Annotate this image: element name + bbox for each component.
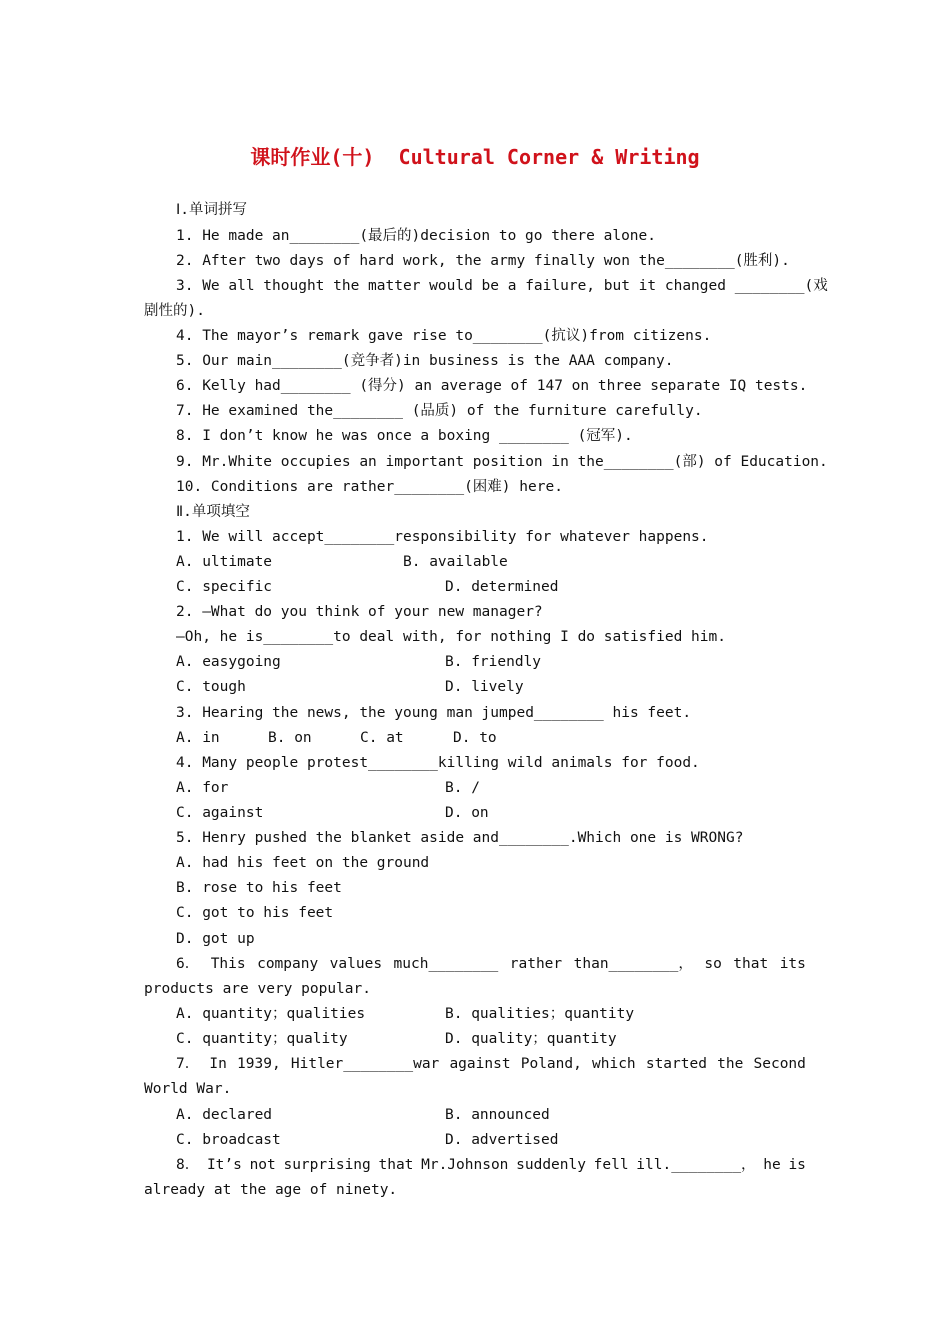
spelling-item: 6. Kelly had________ (得分) an average of 147 on three separate IQ tests. xyxy=(176,378,808,394)
stem-word: suddenly xyxy=(516,1157,586,1173)
stem-word: he xyxy=(763,1157,781,1173)
stem-word: the xyxy=(717,1056,744,1072)
option-a: A. quantity；qualities xyxy=(176,1006,366,1022)
question-stem: 3. Hearing the news, the young man jumped________ his feet. xyxy=(176,705,692,721)
stem-word: Second xyxy=(753,1056,806,1072)
question-stem: 1. We will accept________responsibility for whatever happens. xyxy=(176,529,709,545)
stem-word: Hitler________war xyxy=(290,1056,440,1072)
question-stem-justified xyxy=(176,1054,806,1074)
option-c: C. tough xyxy=(176,679,246,695)
option-d: D. to xyxy=(453,730,497,746)
question-stem: 2. —What do you think of your new manager? xyxy=(176,604,543,620)
section-heading-choice: Ⅱ.单项填空 xyxy=(176,504,250,520)
option-d: D. advertised xyxy=(445,1132,559,1148)
stem-word: than________， xyxy=(573,956,693,972)
stem-word: 1939, xyxy=(237,1056,281,1072)
spelling-item: 2. After two days of hard work, the army finally won the________(胜利). xyxy=(176,253,790,269)
question-stem-continuation: already at the age of ninety. xyxy=(144,1182,398,1198)
option-a: A. declared xyxy=(176,1107,273,1123)
option-b: B. available xyxy=(403,554,508,570)
section-heading-spelling: Ⅰ.单词拼写 xyxy=(176,202,248,218)
stem-word: In xyxy=(209,1056,227,1072)
question-stem-continuation: products are very popular. xyxy=(144,981,371,997)
stem-word: that xyxy=(733,956,769,972)
stem-word: that xyxy=(378,1157,414,1173)
spelling-item: 4. The mayor’s remark gave rise to________(抗议)from citizens. xyxy=(176,328,712,344)
stem-word: ill.________， xyxy=(636,1157,756,1173)
spelling-item: 9. Mr.White occupies an important position in the________(部) of Education. xyxy=(176,454,828,470)
option-a: A. in xyxy=(176,730,220,746)
stem-word: surprising xyxy=(283,1157,371,1173)
option-c: C. got to his feet xyxy=(176,905,334,921)
stem-word: is xyxy=(788,1157,806,1173)
stem-word: rather xyxy=(509,956,563,972)
option-b: B. rose to his feet xyxy=(176,880,342,896)
stem-word: values xyxy=(329,956,383,972)
stem-word: its xyxy=(779,956,806,972)
option-a: A. easygoing xyxy=(176,654,281,670)
option-d: D. on xyxy=(445,805,489,821)
stem-word: 7． xyxy=(176,1056,200,1072)
stem-word: This xyxy=(210,956,246,972)
stem-word: 6． xyxy=(176,956,200,972)
option-a: A. ultimate xyxy=(176,554,273,570)
stem-word: Poland, xyxy=(520,1056,582,1072)
option-b: B. on xyxy=(268,730,312,746)
stem-word: 8． xyxy=(176,1157,200,1173)
spelling-item-continuation: 剧性的). xyxy=(144,303,205,319)
stem-word: It’s xyxy=(206,1157,242,1173)
stem-word: fell xyxy=(593,1157,629,1173)
spelling-item: 3. We all thought the matter would be a failure, but it changed ________(戏 xyxy=(176,278,828,294)
spelling-item: 5. Our main________(竞争者)in business is the AAA company. xyxy=(176,353,674,369)
question-stem: 4. Many people protest________killing wild animals for food. xyxy=(176,755,700,771)
option-b: B. / xyxy=(445,780,480,796)
option-a: A. for xyxy=(176,780,229,796)
option-d: D. got up xyxy=(176,931,255,947)
option-c: C. specific xyxy=(176,579,273,595)
page-title: 课时作业(十) Cultural Corner & Writing xyxy=(250,145,700,169)
question-stem-justified xyxy=(176,1155,806,1175)
option-d: D. quality；quantity xyxy=(445,1031,617,1047)
spelling-item: 7. He examined the________ (品质) of the furniture carefully. xyxy=(176,403,703,419)
option-c: C. against xyxy=(176,805,264,821)
stem-word: so xyxy=(704,956,722,972)
option-c: C. at xyxy=(360,730,404,746)
option-b: B. friendly xyxy=(445,654,542,670)
option-c: C. broadcast xyxy=(176,1132,281,1148)
spelling-item: 10. Conditions are rather________(困难) here. xyxy=(176,479,563,495)
spelling-item: 8. I don’t know he was once a boxing ________ (冠军). xyxy=(176,428,633,444)
option-b: B. qualities；quantity xyxy=(445,1006,635,1022)
question-stem-continuation: World War. xyxy=(144,1081,232,1097)
stem-word: much________ xyxy=(393,956,499,972)
option-c: C. quantity；quality xyxy=(176,1031,348,1047)
stem-word: not xyxy=(249,1157,276,1173)
option-a: A. had his feet on the ground xyxy=(176,855,430,871)
question-stem: 5. Henry pushed the blanket aside and________.Which one is WRONG? xyxy=(176,830,744,846)
stem-word: started xyxy=(645,1056,707,1072)
question-stem-reply: —Oh, he is________to deal with, for nothing I do satisfied him. xyxy=(176,629,726,645)
option-b: B. announced xyxy=(445,1107,550,1123)
spelling-item: 1. He made an________(最后的)decision to go there alone. xyxy=(176,228,656,244)
stem-word: against xyxy=(449,1056,511,1072)
question-stem-justified xyxy=(176,954,806,974)
option-d: D. determined xyxy=(445,579,559,595)
option-d: D. lively xyxy=(445,679,524,695)
stem-word: company xyxy=(257,956,319,972)
stem-word: which xyxy=(592,1056,636,1072)
stem-word: Mr.Johnson xyxy=(421,1157,509,1173)
